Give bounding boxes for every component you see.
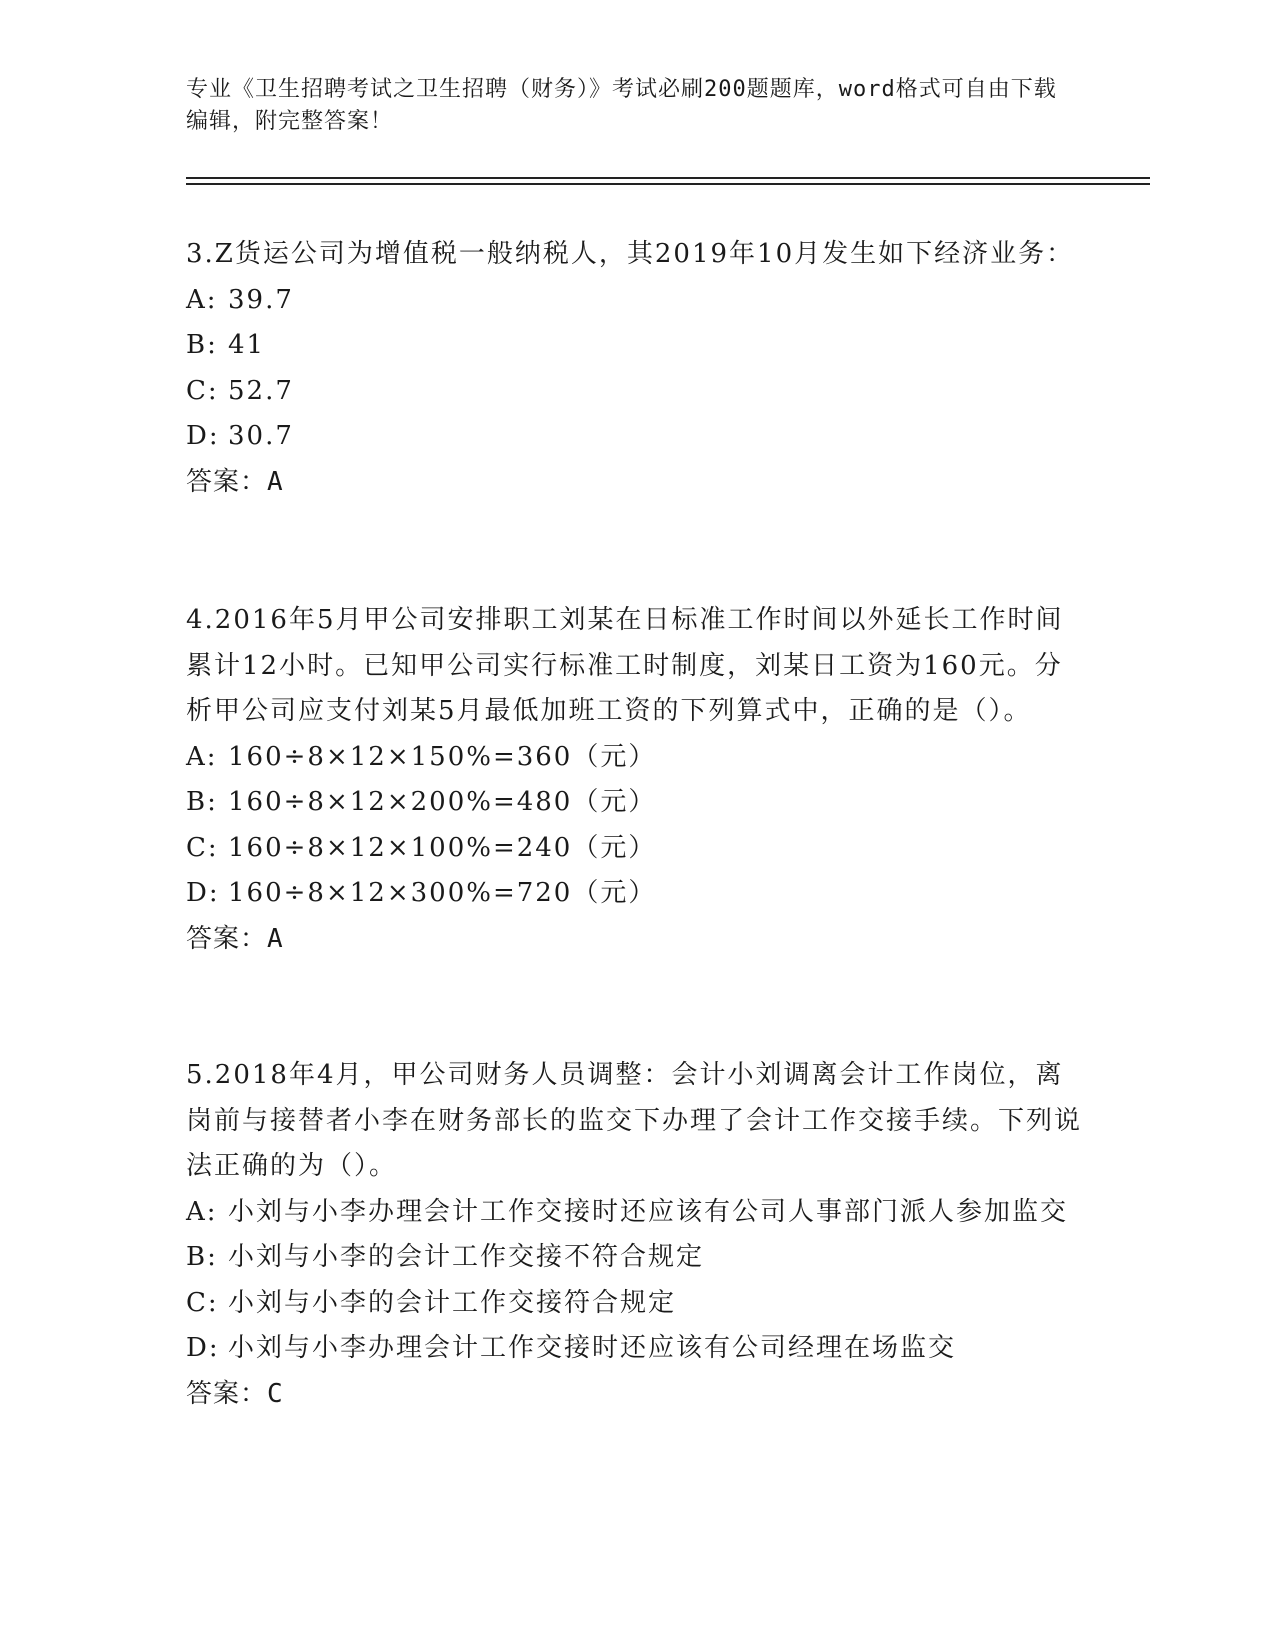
header-divider-bottom — [186, 183, 1150, 185]
option-letter: D: — [186, 421, 220, 451]
answer-line: 答案：C — [186, 1378, 284, 1409]
option-text: 160÷8×12×200%=480（元） — [228, 787, 657, 817]
header-divider-top — [186, 177, 1150, 179]
option-letter: A: — [186, 741, 218, 772]
option-a — [186, 735, 1086, 781]
question-3 — [186, 232, 1086, 505]
question-5 — [186, 1053, 1086, 1417]
option-b — [186, 1235, 1086, 1281]
option-d — [186, 414, 1086, 460]
option-letter: D: — [186, 1333, 220, 1363]
option-letter: C: — [186, 375, 219, 406]
option-letter: A: — [186, 1196, 218, 1227]
option-text: 41 — [228, 330, 266, 360]
option-letter: C: — [186, 832, 219, 863]
option-a — [186, 278, 1086, 324]
option-a — [186, 1190, 1086, 1236]
option-letter: A: — [186, 284, 218, 315]
option-text: 52.7 — [228, 375, 294, 406]
option-c — [186, 826, 1086, 872]
option-text: 30.7 — [228, 421, 294, 451]
option-text: 160÷8×12×100%=240（元） — [228, 832, 657, 863]
option-d — [186, 871, 1086, 917]
option-b — [186, 780, 1086, 826]
answer-line: 答案：A — [186, 466, 284, 497]
option-text: 小刘与小李的会计工作交接不符合规定 — [228, 1242, 705, 1272]
option-c — [186, 1281, 1086, 1327]
option-b — [186, 323, 1086, 369]
option-text: 小刘与小李的会计工作交接符合规定 — [228, 1287, 677, 1318]
option-text: 39.7 — [228, 284, 294, 315]
option-text: 160÷8×12×150%=360（元） — [228, 741, 657, 772]
option-text: 小刘与小李办理会计工作交接时还应该有公司人事部门派人参加监交 — [228, 1196, 1069, 1227]
option-letter: C: — [186, 1287, 219, 1318]
option-letter: D: — [186, 878, 220, 908]
question-stem: 3.Z货运公司为增值税一般纳税人，其2019年10月发生如下经济业务： — [186, 239, 1075, 269]
document-intro: 专业《卫生招聘考试之卫生招聘（财务）》考试必刷200题题库，word格式可自由下载编辑，附完整答案！ — [186, 77, 1057, 134]
answer-line: 答案：A — [186, 923, 284, 954]
option-text: 160÷8×12×300%=720（元） — [228, 878, 657, 908]
option-letter: B: — [186, 330, 218, 360]
option-letter: B: — [186, 787, 218, 817]
option-letter: B: — [186, 1242, 218, 1272]
question-stem: 4.2016年5月甲公司安排职工刘某在日标准工作时间以外延长工作时间累计12小时。已知甲公司实行标准工时制度，刘某日工资为160元。分析甲公司应支付刘某5月最低加班工资的下列算式中，正确的是（）。 — [186, 605, 1064, 726]
question-stem: 5.2018年4月，甲公司财务人员调整：会计小刘调离会计工作岗位，离岗前与接替者小李在财务部长的监交下办理了会计工作交接手续。下列说法正确的为（）。 — [186, 1060, 1083, 1181]
option-d — [186, 1326, 1086, 1372]
option-c — [186, 369, 1086, 415]
question-4 — [186, 598, 1086, 962]
option-text: 小刘与小李办理会计工作交接时还应该有公司经理在场监交 — [228, 1333, 957, 1363]
